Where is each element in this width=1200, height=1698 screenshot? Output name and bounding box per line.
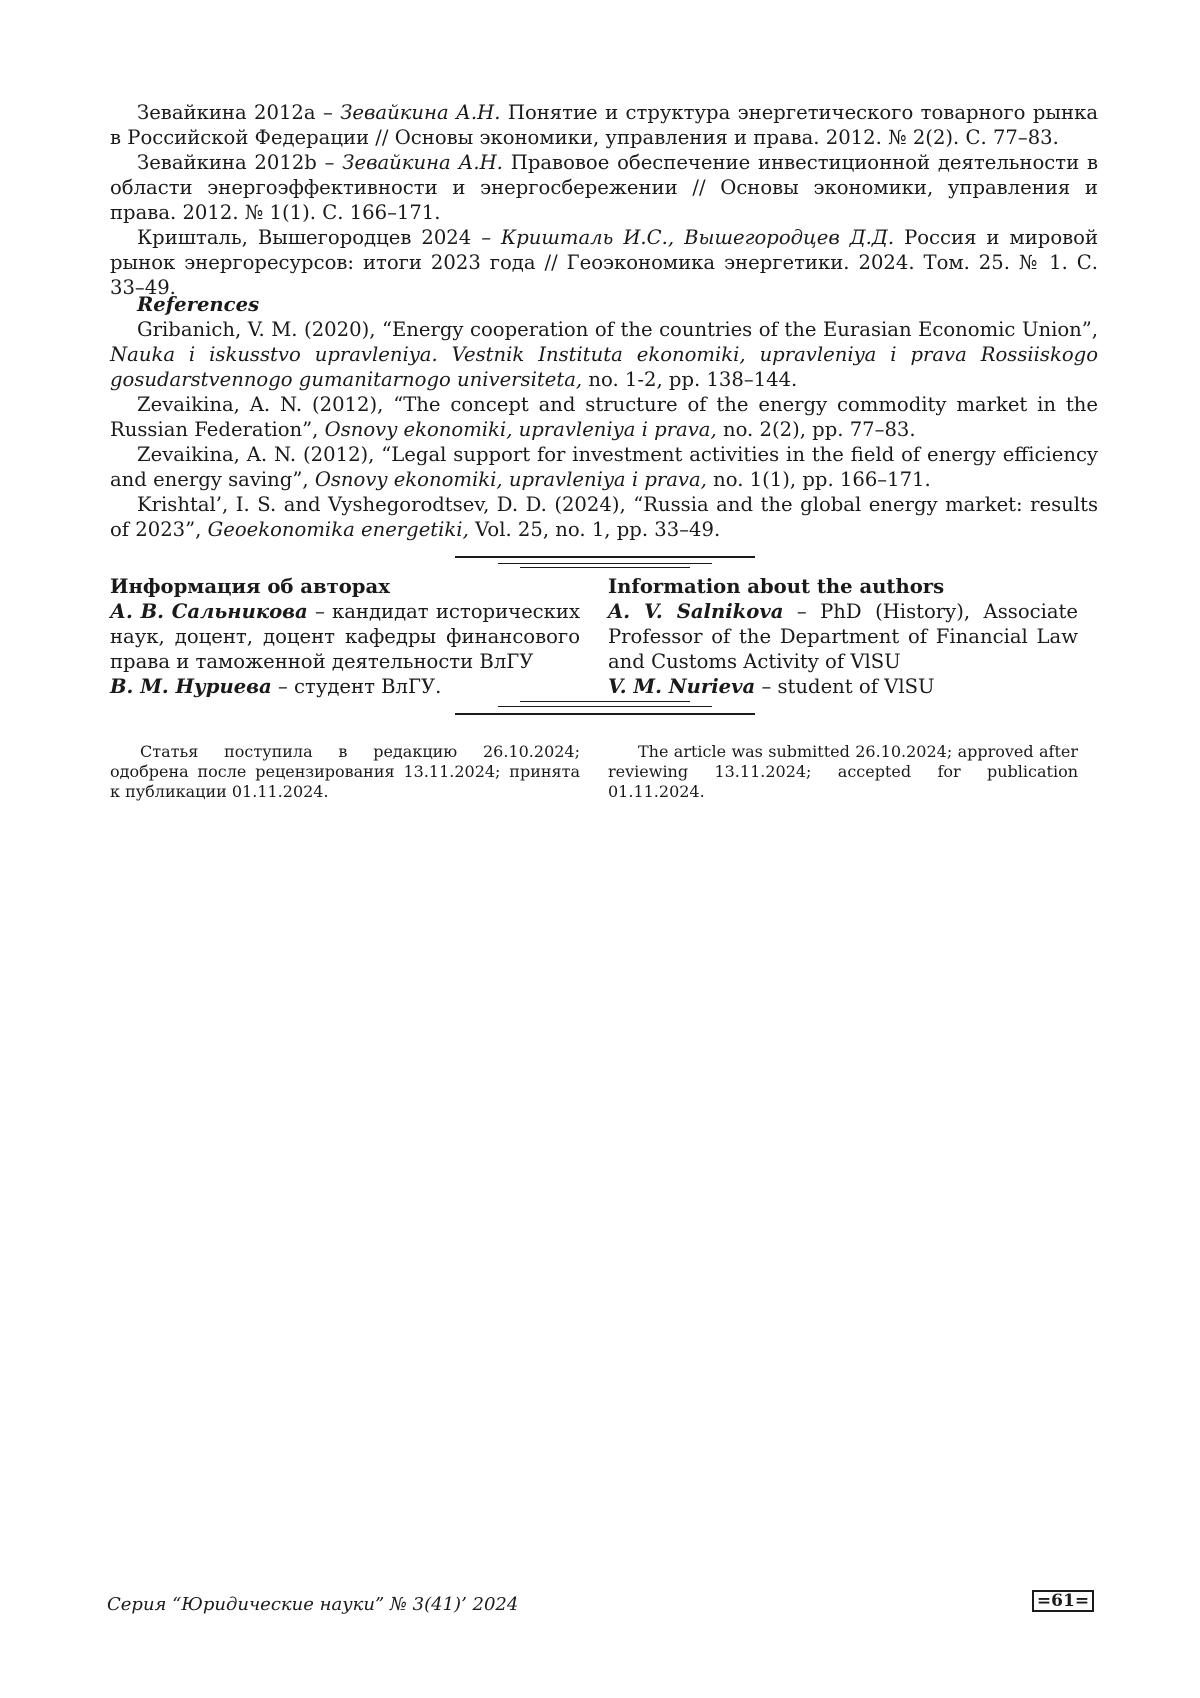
reference-item: Gribanich, V. M. (2020), “Energy cooperation of the countries of the Eurasian Economic Union”, Nauka i iskusstvo upravleniya. Vestnik Instituta ekonomiki, upravleniya i prava Rossiiskogo gosudarstvennogo gumanitarnogo universiteta, no. 1-2, pp. 138–144. [110,318,1098,391]
authors-info-ru [110,574,580,699]
footer-series: Серия “Юридические науки” № 3(41)’ 2024 [107,1594,519,1615]
reference-item: Зевайкина 2012a – Зевайкина А.Н. Понятие и структура энергетического товарного рынка в Российской Федерации // Основы экономики, управления и права. 2012. № 2(2). С. 77–83. [110,101,1099,149]
reference-item: Кришталь, Вышегородцев 2024 – Кришталь И.С., Вышегородцев Д.Д. Россия и мировой рынок энергоресурсов: итоги 2023 года // Геоэкономика энергетики. 2024. Том. 25. № 1. С. 33–49. [110,226,1099,299]
submission-note-en: The article was submitted 26.10.2024; approved after reviewing 13.11.2024; accepted for publication 01.11.2024. [608,742,1078,801]
author-entry: V. M. Nurieva – student of VlSU [608,675,935,698]
references-section [110,292,1098,542]
page-number: =61= [1032,1590,1094,1612]
references-heading: References [137,293,260,316]
author-entry: А. В. Сальникова – кандидат исторических наук, доцент, доцент кафедры финансового права и таможенной деятельности ВлГУ [110,600,581,673]
author-entry: A. V. Salnikova – PhD (History), Associate Professor of the Department of Financial Law and Customs Activity of VlSU [608,600,1079,673]
authors-info-en [608,574,1078,699]
authors-heading-en: Information about the authors [608,575,945,598]
russian-reference-list [110,100,1098,300]
authors-heading-ru: Информация об авторах [110,575,390,598]
submission-note-ru: Статья поступила в редакцию 26.10.2024; одобрена после рецензирования 13.11.2024; принята к публикации 01.11.2024. [110,742,580,801]
reference-item: Krishtal’, I. S. and Vyshegorodtsev, D. D. (2024), “Russia and the global energy market: results of 2023”, Geoekonomika energetiki, Vol. 25, no. 1, pp. 33–49. [110,493,1098,541]
reference-item: Zevaikina, A. N. (2012), “The concept and structure of the energy commodity market in the Russian Federation”, Osnovy ekonomiki, upravleniya i prava, no. 2(2), pp. 77–83. [110,393,1098,441]
reference-item: Зевайкина 2012b – Зевайкина А.Н. Правовое обеспечение инвестиционной деятельности в области энергоэффективности и энергосбережении // Основы экономики, управления и права. 2012. № 1(1). С. 166–171. [110,151,1099,224]
reference-item: Zevaikina, A. N. (2012), “Legal support for investment activities in the field of energy efficiency and energy saving”, Osnovy ekonomiki, upravleniya i prava, no. 1(1), pp. 166–171. [110,443,1098,491]
author-entry: В. М. Нуриева – студент ВлГУ. [110,675,442,698]
